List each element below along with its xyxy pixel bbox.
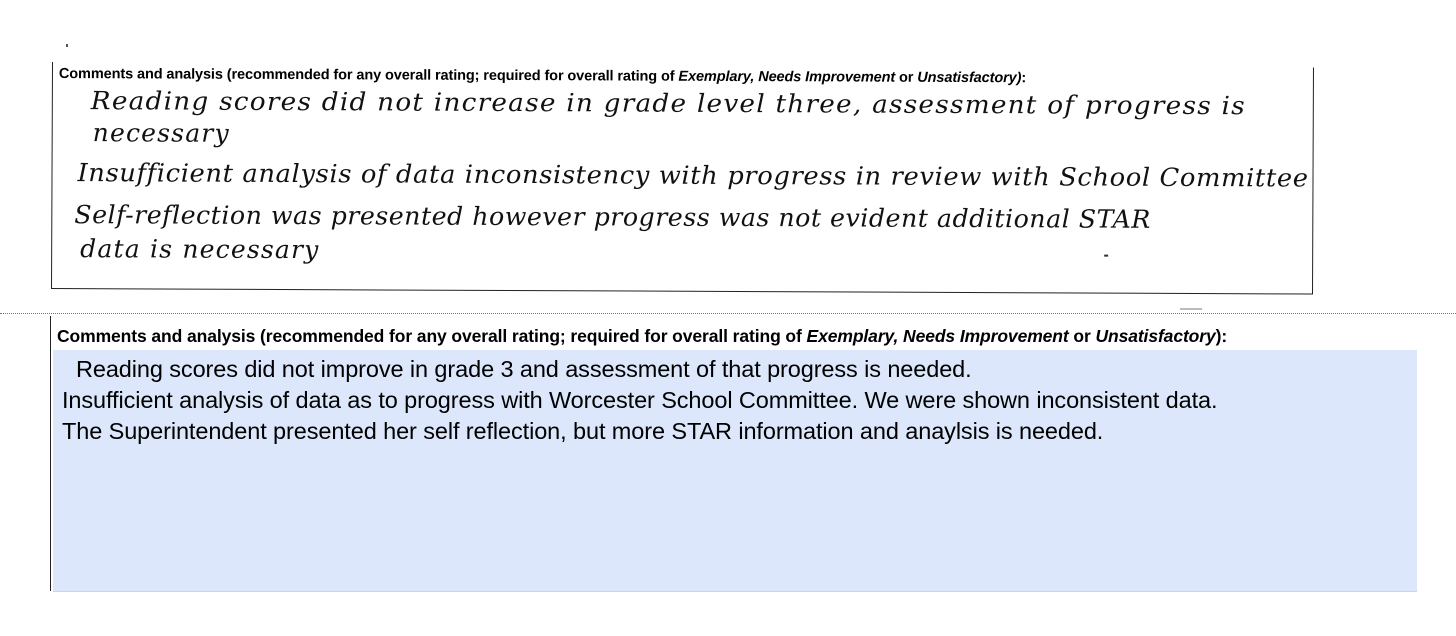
- scanned-heading-prefix: Comments and analysis (recommended for any overall rating; required for overall rating of: [58, 66, 679, 85]
- separator-mark: [1180, 308, 1202, 310]
- dotted-separator: [0, 313, 1456, 314]
- scanned-comments-heading: [59, 66, 1026, 86]
- comment-line: Insufficient analysis of data as to progress with Worcester School Committee. We were shown inconsistent data.: [62, 387, 1218, 413]
- typed-comments-section: [50, 316, 1417, 591]
- comments-text-field[interactable]: [53, 350, 1417, 592]
- handwritten-line: necessary: [92, 118, 230, 148]
- scanned-heading-suffix: :: [1021, 70, 1027, 87]
- scan-speck: [1104, 255, 1108, 257]
- typed-heading-or: or: [1068, 326, 1096, 346]
- scanned-comments-box: [51, 62, 1314, 295]
- scanned-heading-italic-unsatisfactory: Unsatisfactory): [917, 69, 1022, 87]
- typed-comments-heading: [57, 326, 1227, 347]
- handwritten-line: Reading scores did not increase in grade level three, assessment of progress is: [90, 86, 1247, 121]
- comment-line: Reading scores did not improve in grade 3 and assessment of that progress is needed.: [76, 356, 972, 382]
- scan-speck-top: [66, 44, 68, 47]
- typed-heading-italic-unsatisfactory: Unsatisfactory: [1095, 326, 1216, 346]
- handwritten-line: Insufficient analysis of data inconsistency with progress in review with School Committee: [77, 158, 1309, 193]
- comment-line: The Superintendent presented her self reflection, but more STAR information and anaylsis is needed.: [62, 418, 1104, 444]
- typed-heading-prefix: Comments and analysis (recommended for any overall rating; required for overall rating of: [57, 326, 807, 346]
- scanned-heading-italic-ratings: Exemplary, Needs Improvement: [678, 68, 896, 86]
- typed-heading-suffix: ):: [1215, 326, 1228, 346]
- handwritten-line: Self-reflection was presented however progress was not evident additional STAR: [74, 200, 1151, 234]
- typed-heading-italic-ratings: Exemplary, Needs Improvement: [806, 326, 1069, 346]
- handwritten-line: data is necessary: [80, 234, 320, 265]
- scanned-heading-or: or: [895, 69, 918, 86]
